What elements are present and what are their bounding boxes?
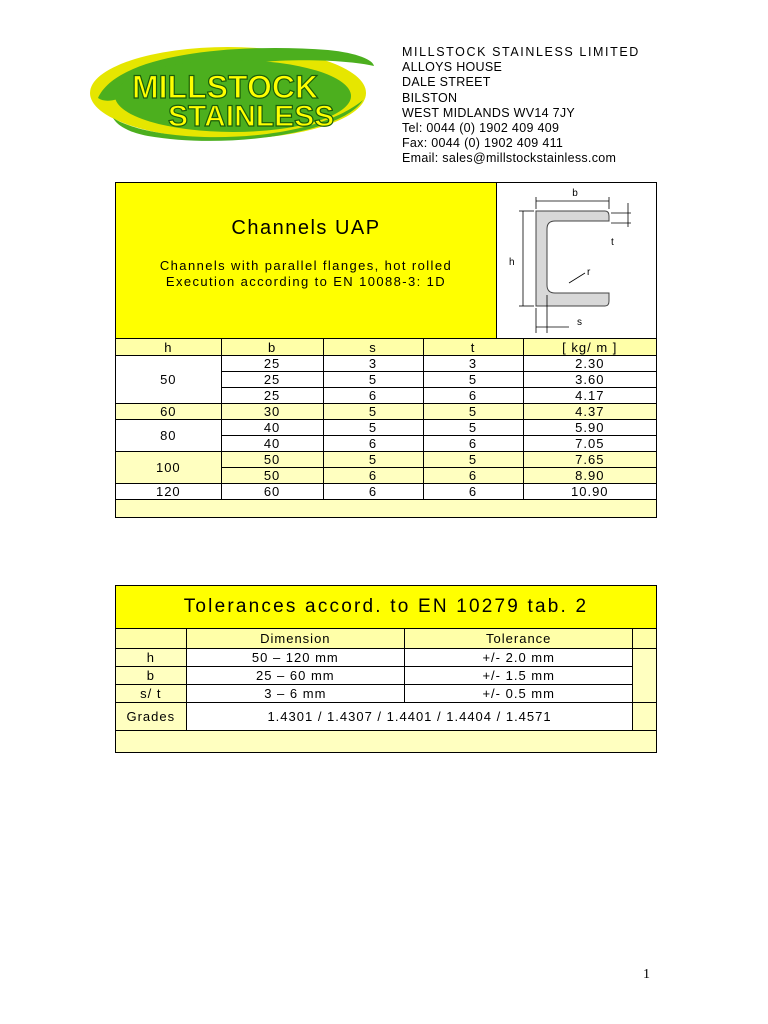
b-value: 60: [221, 484, 323, 500]
logo-swoosh-graphic: [88, 38, 378, 148]
dim-label-b: b: [572, 188, 578, 199]
col-header-b: b: [221, 339, 323, 356]
grades-row: [116, 703, 656, 731]
col-header-h: h: [116, 339, 221, 356]
col-header-weight: [ kg/ m ]: [523, 339, 656, 356]
empty-footer-cell: [116, 500, 656, 518]
s-value: 6: [323, 436, 423, 452]
table-footer-row: [116, 731, 656, 753]
table-row: [116, 484, 656, 500]
side-cell: [633, 649, 656, 703]
channels-header: [116, 183, 656, 339]
s-value: 6: [323, 484, 423, 500]
b-value: 40: [221, 420, 323, 436]
table-row: [116, 649, 656, 667]
tolerance-value: +/- 1.5 mm: [405, 667, 633, 685]
tolerances-column-headers: [116, 629, 656, 649]
table-footer-row: [116, 500, 656, 518]
weight-value: 4.37: [523, 404, 656, 420]
table-row: [116, 356, 656, 372]
h-value: 50: [116, 356, 221, 404]
channels-column-headers: [116, 339, 656, 356]
table-row: [116, 685, 656, 703]
logo-text-millstock: MILLSTOCK: [132, 69, 319, 105]
dim-label-s: s: [577, 317, 582, 328]
t-value: 3: [423, 356, 523, 372]
col-header-s: s: [323, 339, 423, 356]
b-value: 25: [221, 356, 323, 372]
dim-label-r: r: [587, 267, 591, 278]
row-label: s/ t: [116, 685, 186, 703]
page-number: 1: [643, 967, 650, 982]
h-value: 120: [116, 484, 221, 500]
dimension-value: 25 – 60 mm: [186, 667, 404, 685]
s-value: 5: [323, 452, 423, 468]
weight-value: 10.90: [523, 484, 656, 500]
table-row: [116, 452, 656, 468]
millstock-logo: [88, 38, 378, 148]
tolerances-title: Tolerances accord. to EN 10279 tab. 2: [116, 586, 656, 629]
col-header-dimension: Dimension: [186, 629, 404, 649]
company-address: [402, 45, 640, 167]
b-value: 40: [221, 436, 323, 452]
weight-value: 8.90: [523, 468, 656, 484]
channels-uap-table: [115, 182, 657, 518]
channel-profile-drawing: [497, 183, 656, 338]
weight-value: 7.65: [523, 452, 656, 468]
address-line: BILSTON: [402, 90, 458, 105]
t-value: 6: [423, 468, 523, 484]
t-value: 6: [423, 436, 523, 452]
channels-subtitle-2: Execution according to EN 10088-3: 1D: [165, 274, 447, 289]
t-value: 5: [423, 420, 523, 436]
tolerances-grid: [116, 629, 656, 752]
s-value: 3: [323, 356, 423, 372]
b-value: 30: [221, 404, 323, 420]
dim-label-t: t: [611, 237, 614, 248]
b-value: 25: [221, 388, 323, 404]
b-value: 25: [221, 372, 323, 388]
table-row: [116, 667, 656, 685]
side-cell: [633, 703, 656, 731]
t-value: 6: [423, 484, 523, 500]
h-value: 100: [116, 452, 221, 484]
weight-value: 2.30: [523, 356, 656, 372]
t-value: 5: [423, 372, 523, 388]
s-value: 5: [323, 420, 423, 436]
channels-data-grid: [116, 339, 656, 517]
tolerances-table: [115, 585, 657, 753]
b-value: 50: [221, 452, 323, 468]
weight-value: 4.17: [523, 388, 656, 404]
b-value: 50: [221, 468, 323, 484]
table-row: [116, 420, 656, 436]
side-cell: [633, 629, 656, 649]
col-header-t: t: [423, 339, 523, 356]
tolerance-value: +/- 0.5 mm: [405, 685, 633, 703]
weight-value: 7.05: [523, 436, 656, 452]
tolerance-value: +/- 2.0 mm: [405, 649, 633, 667]
empty-footer-cell: [116, 731, 656, 753]
t-value: 6: [423, 388, 523, 404]
s-value: 5: [323, 372, 423, 388]
channel-profile-diagram: [497, 183, 656, 338]
channels-title-block: [116, 183, 497, 338]
empty-header-cell: [116, 629, 186, 649]
address-line: WEST MIDLANDS WV14 7JY: [402, 105, 576, 120]
telephone: Tel: 0044 (0) 1902 409 409: [402, 121, 560, 136]
h-value: 80: [116, 420, 221, 452]
dim-label-h: h: [509, 257, 515, 268]
s-value: 6: [323, 468, 423, 484]
h-value: 60: [116, 404, 221, 420]
col-header-tolerance: Tolerance: [405, 629, 633, 649]
row-label: h: [116, 649, 186, 667]
grades-value: 1.4301 / 1.4307 / 1.4401 / 1.4404 / 1.4571: [186, 703, 633, 731]
email[interactable]: Email: sales@millstockstainless.com: [402, 151, 617, 166]
fax: Fax: 0044 (0) 1902 409 411: [402, 136, 564, 151]
table-row: [116, 404, 656, 420]
address-line: ALLOYS HOUSE: [402, 60, 503, 75]
s-value: 5: [323, 404, 423, 420]
row-label: b: [116, 667, 186, 685]
channels-subtitle-1: Channels with parallel flanges, hot rolled: [159, 258, 453, 273]
company-name: MILLSTOCK STAINLESS LIMITED: [402, 45, 640, 59]
grades-label: Grades: [116, 703, 186, 731]
dimension-value: 50 – 120 mm: [186, 649, 404, 667]
address-line: DALE STREET: [402, 75, 491, 90]
t-value: 5: [423, 452, 523, 468]
weight-value: 5.90: [523, 420, 656, 436]
dimension-value: 3 – 6 mm: [186, 685, 404, 703]
s-value: 6: [323, 388, 423, 404]
channels-title: Channels UAP: [231, 217, 381, 239]
logo-text-stainless: STAINLESS: [168, 100, 335, 133]
weight-value: 3.60: [523, 372, 656, 388]
t-value: 5: [423, 404, 523, 420]
